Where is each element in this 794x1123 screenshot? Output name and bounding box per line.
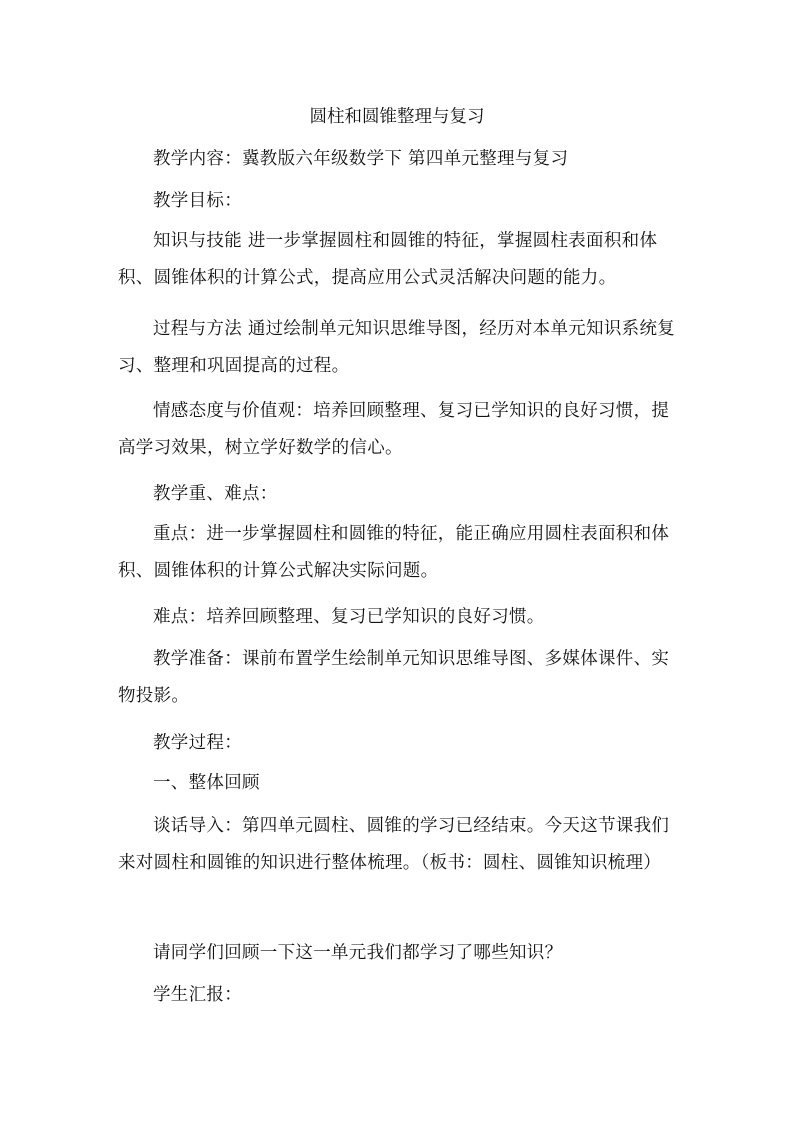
- intro-talk: 谈话导入：第四单元圆柱、圆锥的学习已经结束。今天这节课我们来对圆柱和圆锥的知识进行整体梳理。（板书：圆柱、圆锥知识梳理）: [118, 816, 670, 873]
- teaching-preparation: 教学准备：课前布置学生绘制单元知识思维导图、多媒体课件、实物投影。: [118, 649, 670, 706]
- goal-knowledge-skills: 知识与技能 进一步掌握圆柱和圆锥的特征，掌握圆柱表面积和体积、圆锥体积的计算公式，提高应用公式灵活解决问题的能力。: [118, 231, 658, 288]
- key-points-heading: 教学重、难点：: [153, 484, 278, 504]
- student-report: 学生汇报：: [153, 985, 242, 1005]
- teaching-process-heading: 教学过程：: [153, 733, 242, 753]
- teaching-goals-heading: 教学目标：: [153, 191, 242, 211]
- teaching-content: 教学内容：冀教版六年级数学下 第四单元整理与复习: [153, 149, 569, 169]
- key-point: 重点：进一步掌握圆柱和圆锥的特征，能正确应用圆柱表面积和体积、圆锥体积的计算公式解决实际问题。: [118, 524, 670, 581]
- review-question: 请同学们回顾一下这一单元我们都学习了哪些知识？: [153, 943, 563, 963]
- goal-attitude-values: 情感态度与价值观：培养回顾整理、复习已学知识的良好习惯，提高学习效果，树立学好数学的信心。: [118, 401, 670, 458]
- section-heading-review: 一、整体回顾: [153, 773, 260, 793]
- goal-process-method: 过程与方法 通过绘制单元知识思维导图，经历对本单元知识系统复习、整理和巩固提高的过程。: [118, 319, 676, 376]
- document-title: 圆柱和圆锥整理与复习: [309, 107, 485, 127]
- difficult-point: 难点：培养回顾整理、复习已学知识的良好习惯。: [153, 607, 545, 627]
